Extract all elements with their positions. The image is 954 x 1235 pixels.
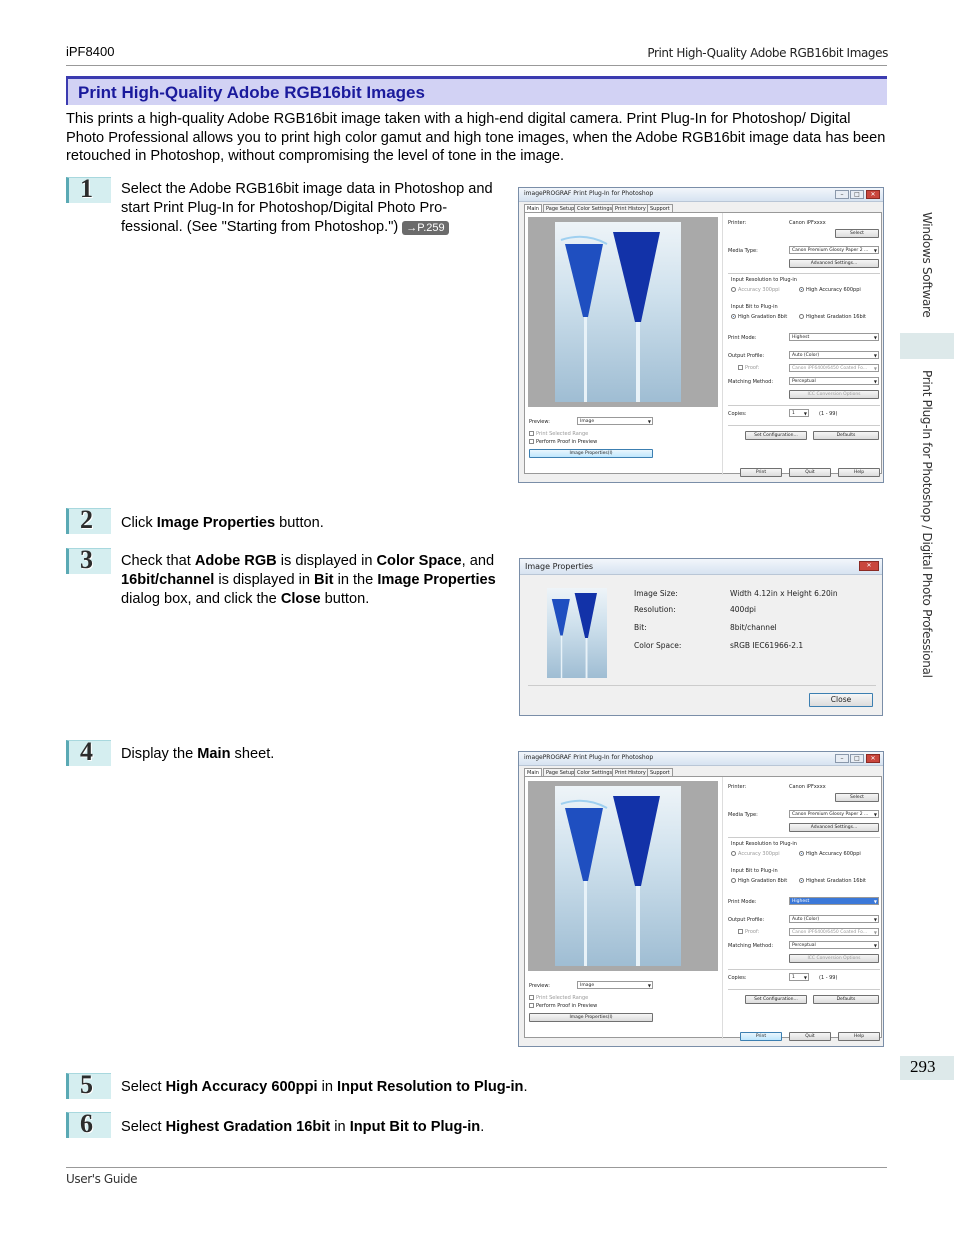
- props-thumbnail: [547, 588, 607, 678]
- preview-select[interactable]: Image ▼: [577, 981, 653, 989]
- bit-label: Bit:: [634, 623, 647, 632]
- intro-paragraph: This prints a high-quality Adobe RGB16bit image taken with a high-end digital camera. Print Plug-In for Photoshop/ Digital Photo Professional allows you to print high color gamut and high tone images, when the Adobe RGB16bit image data has been retouched in Photoshop, without compromising the level of tone in the image.: [66, 111, 886, 165]
- print-mode-select[interactable]: Highest ▼: [789, 333, 879, 341]
- bit-value: 8bit/channel: [730, 623, 777, 632]
- proof-checkbox[interactable]: [738, 365, 743, 370]
- output-profile-select[interactable]: Auto (Color) ▼: [789, 351, 879, 359]
- res-600-radio[interactable]: [799, 287, 804, 292]
- print-mode-label: Print Mode:: [728, 899, 757, 905]
- dialog-title: imagePROGRAF Print Plug-In for Photoshop: [524, 754, 654, 761]
- media-type-label: Media Type:: [728, 812, 758, 818]
- matching-method-select[interactable]: Perceptual ▼: [789, 941, 879, 949]
- vertical-divider: [722, 213, 723, 475]
- tab-page-setup[interactable]: Page Setup: [543, 768, 577, 776]
- help-button[interactable]: Help: [838, 468, 880, 477]
- dialog-titlebar: [519, 752, 883, 766]
- input-bit-label: Input Bit to Plug-in: [731, 304, 778, 310]
- step-number-1: 1: [66, 177, 111, 203]
- proof-preview-checkbox[interactable]: [529, 439, 534, 444]
- printer-label: Printer:: [728, 784, 747, 790]
- separator: [728, 273, 880, 274]
- separator: [728, 969, 880, 970]
- color-space-label: Color Space:: [634, 641, 682, 650]
- bit-8-radio[interactable]: [731, 878, 736, 883]
- image-properties-button[interactable]: Image Properties(I): [529, 1013, 653, 1022]
- icc-conversion-button[interactable]: ICC Conversion Options: [789, 954, 879, 963]
- step-4-text: Display the Main sheet.: [121, 746, 275, 762]
- tab-color-settings[interactable]: Color Settings: [574, 768, 615, 776]
- bit-16-radio[interactable]: [799, 314, 804, 319]
- plugin-dialog-1: [518, 187, 884, 483]
- input-resolution-label: Input Resolution to Plug-in: [731, 277, 797, 283]
- preview-select[interactable]: Image ▼: [577, 417, 653, 425]
- page-number: 293: [910, 1057, 936, 1076]
- bit-8-label: High Gradation 8bit: [738, 314, 788, 320]
- header-model: iPF8400: [66, 44, 115, 59]
- close-icon[interactable]: ✕: [866, 190, 880, 199]
- separator: [728, 837, 880, 838]
- tab-color-settings[interactable]: Color Settings: [574, 204, 615, 212]
- matching-method-select[interactable]: Perceptual ▼: [789, 377, 879, 385]
- media-type-label: Media Type:: [728, 248, 758, 254]
- step-2-text: Click Image Properties button.: [121, 515, 324, 531]
- input-bit-label: Input Bit to Plug-in: [731, 868, 778, 874]
- icc-conversion-button[interactable]: ICC Conversion Options: [789, 390, 879, 399]
- media-type-select[interactable]: Canon Premium Glossy Paper 2 ... ▼: [789, 810, 879, 818]
- proof-preview-label: Perform Proof in Preview: [536, 439, 598, 445]
- bit-16-radio[interactable]: [799, 878, 804, 883]
- set-configuration-button[interactable]: Set Configuration...: [745, 995, 807, 1004]
- section-title-bar: [66, 76, 887, 105]
- image-size-label: Image Size:: [634, 589, 678, 598]
- tab-main[interactable]: Main: [524, 204, 542, 213]
- res-300-label: Accuracy 300ppi: [738, 851, 780, 857]
- minimize-icon[interactable]: –: [835, 190, 849, 199]
- section-title: Print High-Quality Adobe RGB16bit Images: [78, 83, 425, 102]
- resolution-label: Resolution:: [634, 605, 676, 614]
- print-range-label: Print Selected Range: [536, 431, 589, 437]
- header-rule: [66, 65, 887, 66]
- color-space-value: sRGB IEC61966-2.1: [730, 641, 804, 650]
- props-close-icon[interactable]: ✕: [859, 561, 879, 571]
- step-1-text: Select the Adobe RGB16bit image data in Photoshop and start Print Plug-In for Photoshop/Digital Photo Pro-fessional. (See "Starting from Photoshop.") →P.259: [121, 181, 493, 235]
- print-button[interactable]: Print: [740, 468, 782, 477]
- print-range-label: Print Selected Range: [536, 995, 589, 1001]
- props-close-button[interactable]: Close: [809, 693, 873, 707]
- help-button[interactable]: Help: [838, 1032, 880, 1041]
- output-profile-select[interactable]: Auto (Color) ▼: [789, 915, 879, 923]
- output-profile-label: Output Profile:: [728, 917, 765, 923]
- separator: [728, 989, 880, 990]
- footer-text: User's Guide: [66, 1172, 138, 1186]
- tab-support[interactable]: Support: [647, 768, 673, 776]
- output-profile-label: Output Profile:: [728, 353, 765, 359]
- step-5-text: Select High Accuracy 600ppi in Input Resolution to Plug-in.: [121, 1079, 528, 1095]
- proof-label: Proof:: [745, 929, 760, 935]
- tab-main[interactable]: Main: [524, 768, 542, 777]
- res-600-radio[interactable]: [799, 851, 804, 856]
- print-mode-label: Print Mode:: [728, 335, 757, 341]
- minimize-icon[interactable]: –: [835, 754, 849, 763]
- image-properties-dialog: [519, 558, 883, 716]
- quit-button[interactable]: Quit: [789, 1032, 831, 1041]
- matching-method-label: Matching Method:: [728, 379, 774, 385]
- main-sheet: [524, 212, 882, 474]
- tab-print-history[interactable]: Print History: [612, 204, 649, 212]
- quit-button[interactable]: Quit: [789, 468, 831, 477]
- step-6-text: Select Highest Gradation 16bit in Input Bit to Plug-in.: [121, 1119, 485, 1135]
- page-ref-link[interactable]: →P.259: [402, 221, 448, 235]
- step-number-4: 4: [66, 740, 111, 766]
- defaults-button[interactable]: Defaults: [813, 995, 879, 1004]
- side-band: [900, 333, 954, 359]
- copies-spinner[interactable]: 1 ▼: [789, 973, 809, 981]
- print-range-checkbox[interactable]: [529, 431, 534, 436]
- defaults-button[interactable]: Defaults: [813, 431, 879, 440]
- preview-label: Preview:: [529, 983, 550, 989]
- close-icon[interactable]: ✕: [866, 754, 880, 763]
- advanced-settings-button[interactable]: Advanced Settings...: [789, 259, 879, 268]
- separator: [728, 405, 880, 406]
- printer-value: Canon iPFxxxx: [789, 220, 826, 226]
- step-number-2: 2: [66, 508, 111, 534]
- preview-image: [555, 222, 681, 402]
- copies-spinner[interactable]: 1 ▼: [789, 409, 809, 417]
- proof-select[interactable]: Canon iPF6400/6450 Coated Fo... ▼: [789, 364, 879, 372]
- copies-range: (1 - 99): [819, 975, 838, 981]
- proof-select[interactable]: Canon iPF6400/6450 Coated Fo... ▼: [789, 928, 879, 936]
- props-title: Image Properties: [525, 562, 594, 571]
- copies-label: Copies:: [728, 411, 747, 417]
- plugin-dialog-2: [518, 751, 884, 1047]
- preview-label: Preview:: [529, 419, 550, 425]
- separator: [528, 685, 876, 686]
- input-resolution-label: Input Resolution to Plug-in: [731, 841, 797, 847]
- copies-label: Copies:: [728, 975, 747, 981]
- proof-preview-checkbox[interactable]: [529, 1003, 534, 1008]
- image-size-value: Width 4.12in x Height 6.20in: [730, 589, 838, 598]
- res-600-label: High Accuracy 600ppi: [806, 287, 861, 293]
- printer-label: Printer:: [728, 220, 747, 226]
- step-number-5: 5: [66, 1073, 111, 1099]
- printer-value: Canon iPFxxxx: [789, 784, 826, 790]
- res-300-radio[interactable]: [731, 851, 736, 856]
- proof-preview-label: Perform Proof in Preview: [536, 1003, 598, 1009]
- header-section: Print High-Quality Adobe RGB16bit Images: [647, 46, 888, 60]
- main-sheet: [524, 776, 882, 1038]
- maximize-icon[interactable]: □: [850, 754, 864, 763]
- res-600-label: High Accuracy 600ppi: [806, 851, 861, 857]
- vertical-divider: [722, 777, 723, 1039]
- select-printer-button[interactable]: Select: [835, 229, 879, 238]
- footer-rule: [66, 1167, 887, 1168]
- dialog-titlebar: [519, 188, 883, 202]
- media-type-select[interactable]: Canon Premium Glossy Paper 2 ... ▼: [789, 246, 879, 254]
- advanced-settings-button[interactable]: Advanced Settings...: [789, 823, 879, 832]
- bit-16-label: Highest Gradation 16bit: [806, 314, 867, 320]
- image-properties-button[interactable]: Image Properties(I): [529, 449, 653, 458]
- copies-range: (1 - 99): [819, 411, 838, 417]
- bit-8-radio[interactable]: [731, 314, 736, 319]
- print-button[interactable]: Print: [740, 1032, 782, 1041]
- dialog-title: imagePROGRAF Print Plug-In for Photoshop: [524, 190, 654, 197]
- bit-16-label: Highest Gradation 16bit: [806, 878, 867, 884]
- res-300-radio[interactable]: [731, 287, 736, 292]
- proof-label: Proof:: [745, 365, 760, 371]
- print-mode-select[interactable]: Highest ▼: [789, 897, 879, 905]
- side-label-windows-software: Windows Software: [920, 212, 934, 318]
- select-printer-button[interactable]: Select: [835, 793, 879, 802]
- page-number-box: [900, 1056, 954, 1080]
- tab-print-history[interactable]: Print History: [612, 768, 649, 776]
- maximize-icon[interactable]: □: [850, 190, 864, 199]
- res-300-label: Accuracy 300ppi: [738, 287, 780, 293]
- step-3-text: Check that Adobe RGB is displayed in Color Space, and 16bit/channel is displayed in Bit in the Image Properties dialog box, and click the Close button.: [121, 553, 496, 607]
- preview-image: [555, 786, 681, 966]
- props-titlebar: [520, 559, 882, 575]
- tab-support[interactable]: Support: [647, 204, 673, 212]
- step-number-6: 6: [66, 1112, 111, 1138]
- side-label-plugin: Print Plug-In for Photoshop / Digital Photo Professional: [920, 370, 934, 678]
- resolution-value: 400dpi: [730, 605, 756, 614]
- print-range-checkbox[interactable]: [529, 995, 534, 1000]
- tab-page-setup[interactable]: Page Setup: [543, 204, 577, 212]
- set-configuration-button[interactable]: Set Configuration...: [745, 431, 807, 440]
- proof-checkbox[interactable]: [738, 929, 743, 934]
- bit-8-label: High Gradation 8bit: [738, 878, 788, 884]
- matching-method-label: Matching Method:: [728, 943, 774, 949]
- separator: [728, 425, 880, 426]
- step-number-3: 3: [66, 548, 111, 574]
